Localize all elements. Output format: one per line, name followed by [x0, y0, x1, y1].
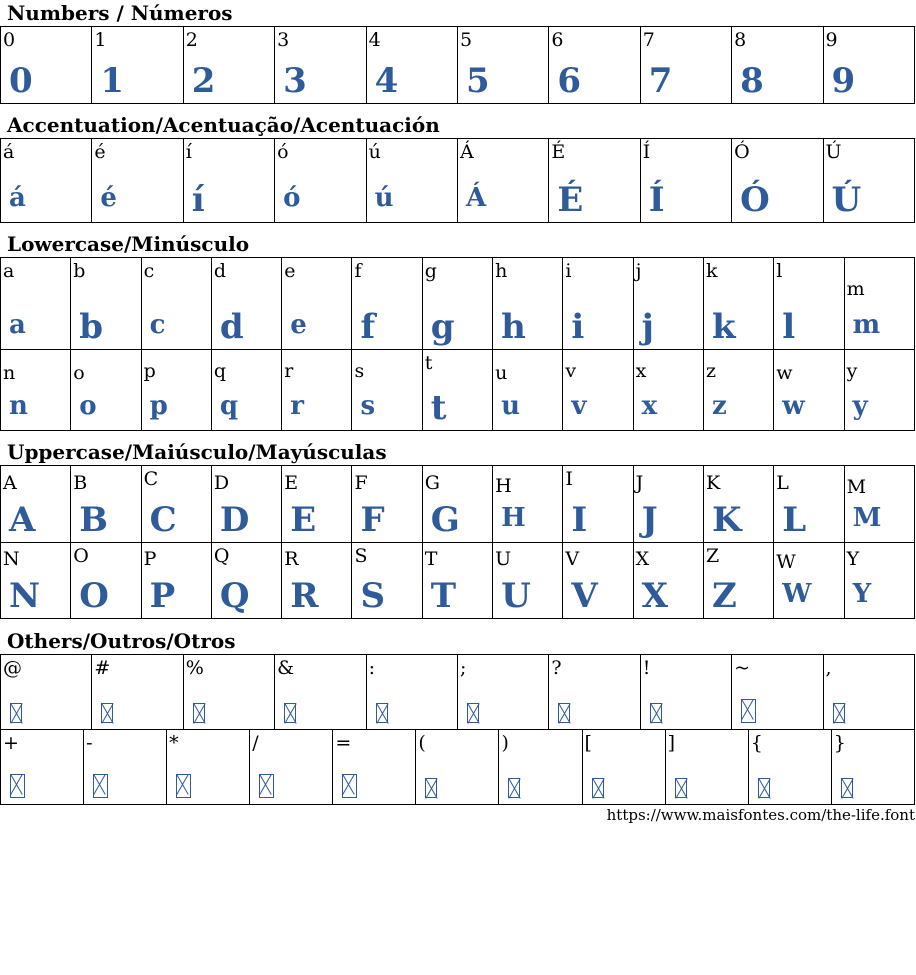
glyph-cell — [422, 258, 492, 350]
glyph-cell — [282, 543, 352, 619]
char-label: T — [424, 548, 438, 570]
others-row — [1, 730, 915, 805]
char-label: v — [565, 360, 577, 382]
glyph-cell — [774, 350, 844, 431]
char-label: ; — [459, 657, 467, 679]
font-glyph: B — [79, 500, 109, 540]
char-label: H — [495, 475, 512, 497]
font-glyph: É — [557, 180, 584, 220]
glyph-cell — [416, 730, 499, 805]
font-glyph: F — [360, 500, 385, 540]
font-glyph: K — [711, 500, 742, 540]
font-glyph: y — [852, 391, 868, 421]
char-label: J — [635, 472, 644, 494]
glyph-cell — [92, 27, 183, 104]
glyph-cell — [211, 466, 281, 543]
font-glyph: v — [571, 391, 587, 421]
glyph-cell — [831, 730, 914, 805]
char-label: 8 — [734, 29, 747, 51]
glyph-cell — [703, 258, 773, 350]
font-glyph: Q — [219, 576, 250, 616]
glyph-cell — [352, 258, 422, 350]
char-label: Ó — [734, 141, 750, 163]
char-label: ~ — [734, 657, 751, 679]
char-label: p — [143, 360, 156, 382]
glyph-cell — [352, 466, 422, 543]
glyph-cell — [640, 139, 731, 223]
font-glyph: E — [290, 500, 317, 540]
font-glyph: D — [219, 500, 250, 540]
glyph-cell — [282, 350, 352, 431]
font-glyph: M — [852, 503, 882, 533]
char-label: 2 — [185, 29, 198, 51]
char-label: 3 — [277, 29, 290, 51]
glyph-cell — [141, 350, 211, 431]
font-glyph: d — [219, 307, 244, 347]
font-glyph: w — [782, 391, 805, 421]
glyph-cell — [665, 730, 748, 805]
font-glyph: g — [430, 307, 455, 347]
char-label: a — [3, 260, 15, 282]
char-label: K — [705, 472, 721, 494]
section-title-numbers: Numbers / Números — [7, 1, 233, 25]
glyph-cell — [1, 466, 71, 543]
font-glyph: c — [149, 310, 166, 340]
font-glyph: q — [219, 391, 239, 421]
missing-glyph-icon — [259, 774, 274, 798]
glyph-cell — [563, 258, 633, 350]
glyph-cell — [732, 655, 823, 730]
missing-glyph-icon — [101, 703, 113, 723]
font-glyph: X — [641, 576, 669, 616]
glyph-cell — [1, 139, 92, 223]
glyph-cell — [366, 27, 457, 104]
char-label: # — [94, 657, 111, 679]
font-glyph: P — [149, 576, 176, 616]
font-glyph: a — [9, 310, 26, 340]
lowercase-table — [0, 257, 915, 431]
font-glyph: x — [641, 391, 658, 421]
glyph-cell — [748, 730, 831, 805]
font-glyph: 9 — [831, 61, 856, 101]
char-label: ! — [642, 657, 651, 679]
glyph-cell — [422, 466, 492, 543]
glyph-cell — [422, 350, 492, 431]
char-label: ? — [551, 657, 562, 679]
font-glyph: i — [571, 307, 585, 347]
glyph-cell — [563, 543, 633, 619]
uppercase-table — [0, 465, 915, 619]
char-label: l — [776, 260, 783, 282]
char-label: 0 — [3, 29, 16, 51]
others-row — [1, 655, 915, 730]
char-label: q — [213, 360, 227, 382]
glyph-cell — [774, 466, 844, 543]
char-label: B — [73, 472, 88, 494]
glyph-cell — [366, 139, 457, 223]
glyph-cell — [92, 655, 183, 730]
font-glyph: 4 — [374, 61, 399, 101]
missing-glyph-icon — [558, 703, 570, 723]
char-label: ( — [418, 732, 426, 754]
char-label: I — [565, 468, 573, 490]
glyph-cell — [823, 139, 914, 223]
missing-glyph-icon — [741, 699, 756, 723]
char-label: É — [551, 141, 566, 163]
glyph-cell — [640, 655, 731, 730]
char-label: 7 — [642, 29, 655, 51]
font-glyph: W — [782, 579, 812, 609]
font-glyph: e — [290, 310, 307, 340]
glyph-cell — [1, 350, 71, 431]
char-label: 1 — [94, 29, 107, 51]
glyph-cell — [211, 258, 281, 350]
glyph-cell — [422, 543, 492, 619]
glyph-cell — [493, 543, 563, 619]
char-label: Z — [705, 545, 720, 567]
missing-glyph-icon — [425, 778, 437, 798]
accents-table — [0, 138, 915, 223]
char-label: z — [705, 360, 716, 382]
missing-glyph-icon — [758, 778, 770, 798]
char-label: + — [3, 732, 19, 754]
char-label: b — [73, 260, 86, 282]
char-label: á — [3, 141, 15, 163]
font-glyph: 6 — [557, 61, 582, 101]
char-label: W — [776, 551, 796, 573]
glyph-cell — [1, 730, 84, 805]
font-glyph: z — [711, 391, 727, 421]
others-table-row2 — [0, 729, 915, 805]
char-label: Í — [642, 141, 651, 163]
glyph-cell — [844, 543, 914, 619]
glyph-cell — [493, 466, 563, 543]
font-glyph: Z — [711, 576, 737, 616]
glyph-cell — [333, 730, 416, 805]
glyph-cell — [774, 258, 844, 350]
char-label: g — [424, 260, 437, 282]
char-label: 9 — [825, 29, 838, 51]
glyph-cell — [183, 139, 274, 223]
glyph-cell — [1, 258, 71, 350]
missing-glyph-icon — [650, 703, 662, 723]
missing-glyph-icon — [284, 703, 296, 723]
glyph-cell — [703, 466, 773, 543]
font-glyph: r — [290, 391, 304, 421]
char-label: G — [424, 472, 440, 494]
accents-row — [1, 139, 915, 223]
char-label: n — [3, 362, 16, 384]
font-glyph: u — [501, 391, 520, 421]
glyph-cell — [703, 350, 773, 431]
char-label: ] — [667, 732, 676, 754]
font-glyph: L — [782, 500, 807, 540]
char-label: Ú — [825, 141, 842, 163]
font-glyph: O — [79, 576, 109, 616]
char-label: & — [277, 657, 295, 679]
glyph-cell — [633, 466, 703, 543]
glyph-cell — [275, 139, 366, 223]
char-label: 6 — [551, 29, 564, 51]
char-label: R — [284, 548, 299, 570]
font-glyph: 0 — [9, 61, 33, 101]
char-label: c — [143, 260, 155, 282]
glyph-cell — [640, 27, 731, 104]
font-glyph: 8 — [740, 61, 764, 101]
char-label: : — [368, 657, 375, 679]
font-glyph: 3 — [283, 61, 307, 101]
glyph-cell — [633, 543, 703, 619]
glyph-cell — [141, 258, 211, 350]
font-glyph: o — [79, 391, 97, 421]
char-label: M — [846, 476, 867, 498]
font-glyph: ú — [374, 183, 394, 213]
glyph-cell — [774, 543, 844, 619]
font-glyph: Y — [852, 579, 872, 609]
glyph-cell — [732, 27, 823, 104]
font-glyph: k — [711, 307, 736, 347]
glyph-cell — [457, 139, 548, 223]
font-glyph: A — [9, 500, 36, 540]
glyph-cell — [71, 350, 141, 431]
glyph-cell — [703, 543, 773, 619]
font-glyph: Í — [648, 180, 665, 220]
glyph-cell — [183, 27, 274, 104]
glyph-cell — [141, 466, 211, 543]
char-label: A — [3, 472, 17, 494]
glyph-cell — [549, 139, 640, 223]
glyph-cell — [1, 655, 92, 730]
glyph-cell — [275, 655, 366, 730]
lowercase-row — [1, 350, 915, 431]
font-glyph: 1 — [100, 61, 125, 101]
glyph-cell — [563, 466, 633, 543]
font-glyph: á — [9, 183, 26, 213]
font-glyph: R — [290, 576, 319, 616]
char-label: } — [833, 732, 846, 754]
font-glyph: I — [571, 500, 588, 540]
char-label: k — [705, 260, 718, 282]
font-glyph: t — [430, 388, 447, 428]
glyph-cell — [275, 27, 366, 104]
char-label: N — [3, 548, 20, 570]
char-label: i — [565, 260, 572, 282]
char-label: x — [635, 360, 647, 382]
char-label: r — [284, 360, 294, 382]
font-glyph: s — [360, 391, 376, 421]
missing-glyph-icon — [10, 703, 22, 723]
others-table-row1 — [0, 654, 915, 730]
section-title-lowercase: Lowercase/Minúsculo — [7, 232, 250, 256]
glyph-cell — [633, 258, 703, 350]
char-label: Y — [846, 548, 860, 570]
char-label: 4 — [368, 29, 381, 51]
glyph-cell — [92, 139, 183, 223]
char-label: L — [776, 472, 789, 494]
glyph-cell — [282, 258, 352, 350]
glyph-cell — [457, 27, 548, 104]
char-label: P — [143, 548, 157, 570]
glyph-cell — [71, 466, 141, 543]
glyph-cell — [352, 543, 422, 619]
char-label: é — [94, 141, 106, 163]
glyph-cell — [493, 258, 563, 350]
glyph-cell — [844, 466, 914, 543]
glyph-cell — [549, 27, 640, 104]
font-glyph: n — [9, 391, 28, 421]
font-glyph: T — [430, 576, 457, 616]
glyph-cell — [211, 350, 281, 431]
font-glyph: 7 — [648, 61, 673, 101]
numbers-table — [0, 26, 915, 104]
font-glyph: S — [360, 576, 386, 616]
uppercase-row — [1, 543, 915, 619]
font-glyph: m — [852, 310, 881, 340]
glyph-cell — [732, 139, 823, 223]
font-glyph: j — [641, 307, 654, 347]
char-label: w — [776, 362, 793, 384]
font-glyph: C — [149, 500, 177, 540]
font-glyph: G — [430, 500, 460, 540]
font-glyph: é — [100, 183, 117, 213]
char-label: ú — [368, 141, 381, 163]
section-title-others: Others/Outros/Otros — [7, 629, 236, 653]
char-label: , — [825, 657, 832, 679]
glyph-cell — [633, 350, 703, 431]
char-label: [ — [584, 732, 592, 754]
section-title-accents: Accentuation/Acentuação/Acentuación — [7, 113, 440, 137]
char-label: f — [354, 260, 362, 282]
glyph-cell — [211, 543, 281, 619]
missing-glyph-icon — [833, 703, 845, 723]
char-label: d — [213, 260, 227, 282]
glyph-cell — [844, 350, 914, 431]
char-label: ) — [501, 732, 509, 754]
font-glyph: í — [191, 180, 205, 220]
char-label: V — [565, 548, 580, 570]
char-label: E — [284, 472, 299, 494]
font-glyph: 5 — [465, 61, 490, 101]
font-glyph: Ú — [831, 180, 862, 220]
glyph-cell — [84, 730, 167, 805]
numbers-row — [1, 27, 915, 104]
glyph-cell — [823, 655, 914, 730]
char-label: F — [354, 472, 368, 494]
missing-glyph-icon — [592, 778, 604, 798]
char-label: % — [185, 657, 204, 679]
glyph-cell — [823, 27, 914, 104]
font-glyph: ó — [283, 183, 301, 213]
glyph-cell — [1, 27, 92, 104]
glyph-cell — [1, 543, 71, 619]
glyph-cell — [141, 543, 211, 619]
font-glyph: Á — [465, 183, 487, 213]
missing-glyph-icon — [675, 778, 687, 798]
char-label: t — [424, 352, 433, 374]
section-title-uppercase: Uppercase/Maiúsculo/Mayúsculas — [7, 440, 387, 464]
missing-glyph-icon — [93, 774, 108, 798]
glyph-cell — [563, 350, 633, 431]
glyph-cell — [183, 655, 274, 730]
char-label: s — [354, 360, 365, 382]
missing-glyph-icon — [508, 778, 520, 798]
font-glyph: l — [782, 307, 796, 347]
glyph-cell — [493, 350, 563, 431]
char-label: @ — [3, 657, 22, 679]
lowercase-row — [1, 258, 915, 350]
missing-glyph-icon — [193, 703, 205, 723]
glyph-cell — [582, 730, 665, 805]
glyph-cell — [352, 350, 422, 431]
font-glyph: J — [641, 500, 658, 540]
char-label: { — [750, 732, 763, 754]
font-glyph: V — [571, 576, 598, 616]
glyph-cell — [844, 258, 914, 350]
missing-glyph-icon — [342, 774, 357, 798]
glyph-cell — [366, 655, 457, 730]
font-glyph: Ó — [740, 180, 770, 220]
font-glyph: f — [360, 307, 376, 347]
font-glyph: h — [501, 307, 526, 347]
char-label: X — [635, 548, 650, 570]
char-label: ó — [277, 141, 289, 163]
glyph-cell — [250, 730, 333, 805]
char-label: m — [846, 278, 865, 300]
char-label: y — [846, 360, 858, 382]
char-label: u — [495, 362, 508, 384]
glyph-cell — [499, 730, 582, 805]
char-label: / — [252, 732, 259, 754]
font-glyph: H — [501, 503, 526, 533]
char-label: j — [635, 260, 642, 282]
missing-glyph-icon — [10, 774, 25, 798]
missing-glyph-icon — [376, 703, 388, 723]
glyph-cell — [71, 258, 141, 350]
glyph-cell — [457, 655, 548, 730]
missing-glyph-icon — [467, 703, 479, 723]
glyph-cell — [282, 466, 352, 543]
char-label: U — [495, 548, 512, 570]
font-glyph: N — [9, 576, 41, 616]
missing-glyph-icon — [176, 774, 191, 798]
char-label: D — [213, 472, 230, 494]
font-glyph: U — [501, 576, 531, 616]
glyph-cell — [167, 730, 250, 805]
font-glyph: b — [79, 307, 104, 347]
char-label: * — [169, 732, 179, 754]
char-label: = — [335, 732, 352, 754]
source-url: https://www.maisfontes.com/the-life.font — [606, 806, 915, 824]
char-label: Á — [459, 141, 474, 163]
char-label: Q — [213, 545, 230, 567]
font-glyph: p — [149, 391, 168, 421]
font-glyph: 2 — [191, 61, 216, 101]
char-label: O — [73, 545, 89, 567]
char-label: o — [73, 362, 85, 384]
glyph-cell — [549, 655, 640, 730]
char-label: h — [495, 260, 508, 282]
char-label: 5 — [459, 29, 473, 51]
glyph-cell — [71, 543, 141, 619]
char-label: C — [143, 468, 159, 490]
char-label: e — [284, 260, 296, 282]
char-label: S — [354, 545, 368, 567]
char-label: í — [185, 141, 192, 163]
char-label: - — [86, 732, 93, 754]
missing-glyph-icon — [841, 778, 853, 798]
uppercase-row — [1, 466, 915, 543]
